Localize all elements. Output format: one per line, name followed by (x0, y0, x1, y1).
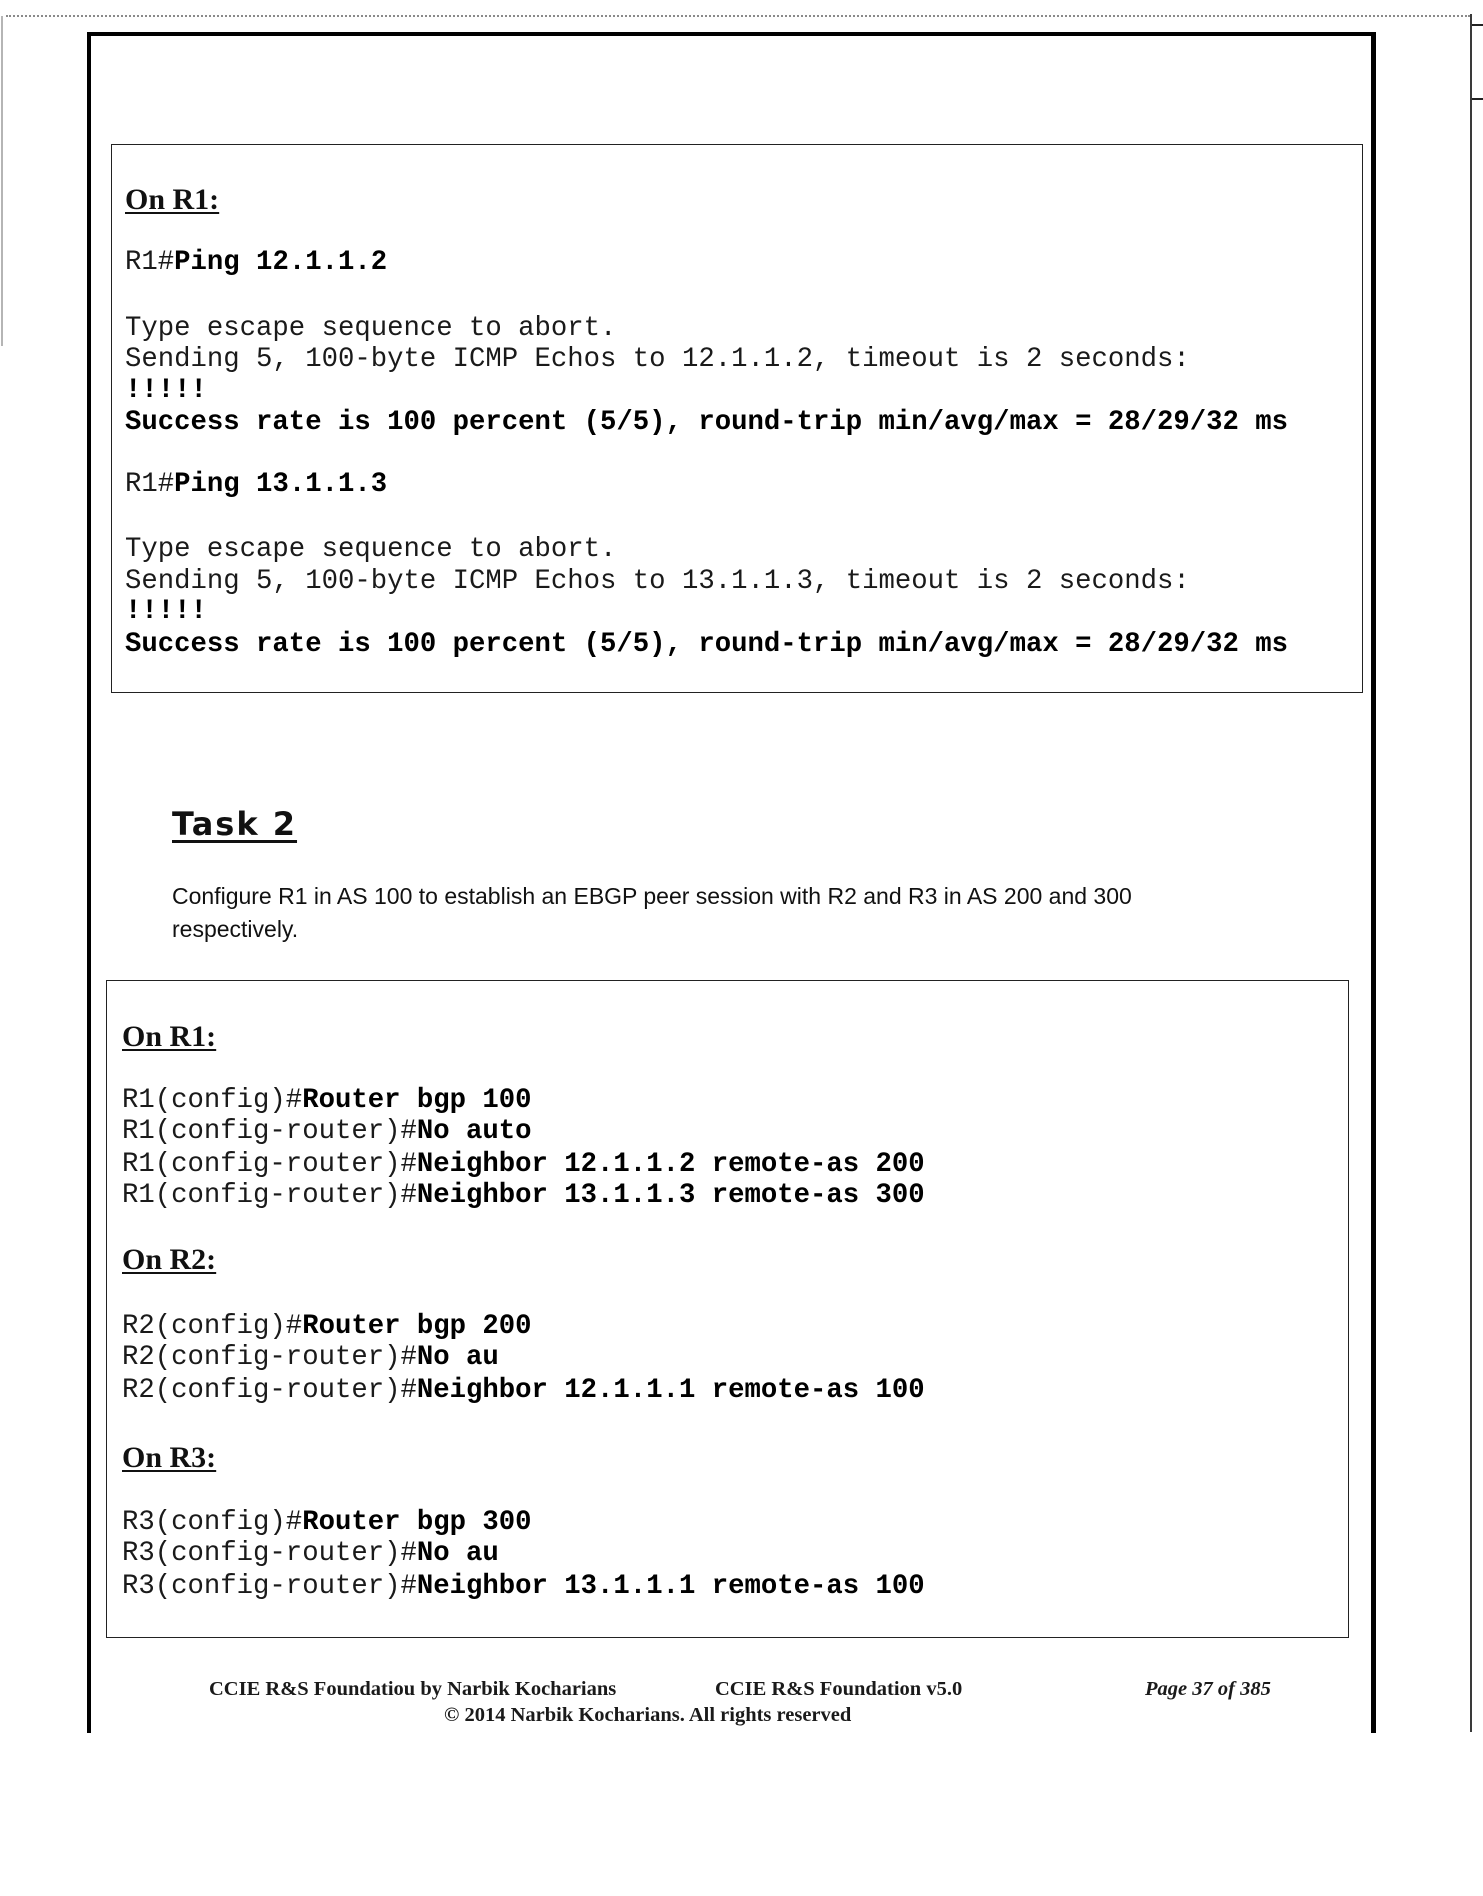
section-heading-on-r1: On R1: (125, 183, 220, 216)
cli-prompt: R1(config-router)# (122, 1180, 417, 1211)
cli-line (125, 469, 387, 500)
scan-right-edge (1470, 14, 1472, 1732)
cli-prompt: R1# (125, 247, 175, 278)
cli-command: Ping 12.1.1.2 (174, 247, 388, 278)
cli-line (125, 247, 387, 278)
cli-prompt: R2(config-router)# (122, 1342, 417, 1373)
cli-output-line (125, 375, 207, 406)
cli-command: Router bgp 200 (302, 1311, 532, 1342)
ping-success-rate: Success rate is 100 percent (5/5), round-trip min/avg/max = 28/29/32 ms (125, 629, 1289, 660)
cli-line (122, 1538, 499, 1569)
footer-copyright: © 2014 Narbik Kocharians. All rights reserved (444, 1704, 852, 1726)
cli-output-line: Sending 5, 100-byte ICMP Echos to 13.1.1.3, timeout is 2 seconds: (125, 566, 1190, 597)
footer-book-version: CCIE R&S Foundation v5.0 (715, 1678, 963, 1700)
cli-command: Neighbor 13.1.1.3 remote-as 300 (416, 1180, 925, 1211)
cli-prompt: R3(config-router)# (122, 1538, 417, 1569)
page-number-text: Page 37 of 385 (1145, 1678, 1271, 1700)
cli-output-line: Type escape sequence to abort. (125, 313, 617, 344)
cli-output-line (125, 629, 1288, 660)
footer-page-number (1145, 1677, 1271, 1701)
cli-line (122, 1571, 925, 1602)
cli-command: No au (416, 1342, 499, 1373)
cli-command: Neighbor 13.1.1.1 remote-as 100 (416, 1571, 925, 1602)
task-title: Task 2 (172, 805, 298, 843)
cli-line (122, 1507, 532, 1538)
cli-command: No au (416, 1538, 499, 1569)
cli-prompt: R2(config)# (122, 1311, 303, 1342)
cli-line (122, 1085, 532, 1116)
cli-prompt: R1(config-router)# (122, 1149, 417, 1180)
scan-tick-mark (1472, 98, 1483, 100)
scan-top-edge (6, 15, 1470, 17)
cli-command: Neighbor 12.1.1.1 remote-as 100 (416, 1375, 925, 1406)
ping-success-rate: Success rate is 100 percent (5/5), round-trip min/avg/max = 28/29/32 ms (125, 407, 1289, 438)
cli-line (122, 1180, 925, 1211)
cli-line (122, 1342, 499, 1373)
scan-tick-mark (1472, 24, 1483, 26)
cli-line (122, 1149, 925, 1180)
cli-prompt: R1(config)# (122, 1085, 303, 1116)
section-heading-on-r1: On R1: (122, 1020, 217, 1053)
section-heading-on-r2: On R2: (122, 1243, 217, 1276)
cli-output-line (125, 596, 207, 627)
task-description: Configure R1 in AS 100 to establish an EBGP peer session with R2 and R3 in AS 200 and 300 respectively. (172, 883, 1132, 942)
cli-command: Ping 13.1.1.3 (174, 469, 388, 500)
cli-prompt: R3(config-router)# (122, 1571, 417, 1602)
cli-line (122, 1311, 532, 1342)
cli-command: Neighbor 12.1.1.2 remote-as 200 (416, 1149, 925, 1180)
cli-prompt: R1(config-router)# (122, 1116, 417, 1147)
cli-command: Router bgp 300 (302, 1507, 532, 1538)
cli-output-line (125, 407, 1288, 438)
cli-prompt: R2(config-router)# (122, 1375, 417, 1406)
cli-line (122, 1375, 925, 1406)
cli-command: No auto (416, 1116, 532, 1147)
section-heading-on-r3: On R3: (122, 1441, 217, 1474)
footer-book-author: CCIE R&S Foundatiou by Narbik Kocharians (209, 1678, 617, 1700)
cli-command: Router bgp 100 (302, 1085, 532, 1116)
ping-success-marks: !!!!! (125, 375, 207, 406)
cli-line (122, 1116, 532, 1147)
cli-output-line: Sending 5, 100-byte ICMP Echos to 12.1.1.2, timeout is 2 seconds: (125, 344, 1190, 375)
ping-success-marks: !!!!! (125, 596, 207, 627)
scan-left-edge (1, 16, 3, 346)
cli-prompt: R3(config)# (122, 1507, 303, 1538)
cli-prompt: R1# (125, 469, 175, 500)
cli-output-line: Type escape sequence to abort. (125, 534, 617, 565)
